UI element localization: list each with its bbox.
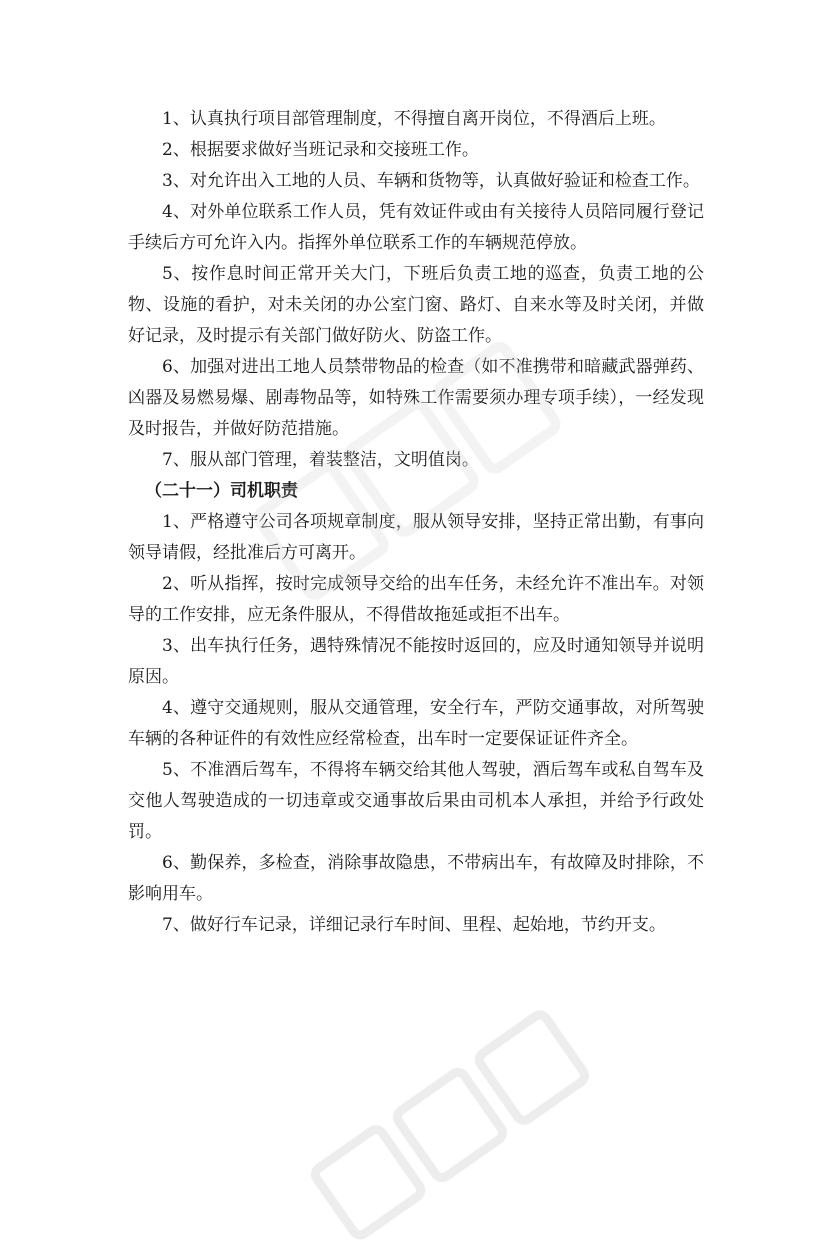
document-body (128, 104, 704, 941)
duty-item: 6、加强对进出工地人员禁带物品的检查（如不准携带和暗藏武器弹药、凶器及易燃易爆、剧毒物品等，如特殊工作需要须办理专项手续），一经发现及时报告，并做好防范措施。 (128, 357, 704, 439)
driver-duty-item: 1、严格遵守公司各项规章制度，服从领导安排，坚持正常出勤，有事向领导请假，经批准后方可离开。 (128, 512, 704, 563)
section-heading: （二十一）司机职责 (145, 481, 298, 501)
duty-item: 5、按作息时间正常开关大门，下班后负责工地的巡查，负责工地的公物、设施的看护，对未关闭的办公室门窗、路灯、自来水等及时关闭，并做好记录，及时提示有关部门做好防火、防盗工作。 (128, 264, 704, 346)
driver-duty-item: 6、勤保养，多检查，消除事故隐患，不带病出车，有故障及时排除，不影响用车。 (128, 853, 704, 904)
duty-item: 4、对外单位联系工作人员，凭有效证件或由有关接待人员陪同履行登记手续后方可允许入内。指挥外单位联系工作的车辆规范停放。 (128, 202, 704, 253)
driver-duty-item: 4、遵守交通规则，服从交通管理，安全行车，严防交通事故，对所驾驶车辆的各种证件的有效性应经常检查，出车时一定要保证证件齐全。 (128, 698, 704, 749)
driver-duty-item: 7、做好行车记录，详细记录行车时间、里程、起始地，节约开支。 (162, 915, 666, 935)
duty-item: 1、认真执行项目部管理制度，不得擅自离开岗位，不得酒后上班。 (162, 109, 666, 129)
watermark-bottom (296, 994, 605, 1256)
duty-item: 7、服从部门管理，着装整洁，文明值岗。 (162, 450, 479, 470)
driver-duty-item: 3、出车执行任务，遇特殊情况不能按时返回的，应及时通知领导并说明原因。 (128, 636, 704, 687)
duty-item: 3、对允许出入工地的人员、车辆和货物等，认真做好验证和检查工作。 (162, 171, 700, 191)
driver-duty-item: 2、听从指挥，按时完成领导交给的出车任务，未经允许不准出车。对领导的工作安排，应无条件服从，不得借故拖延或拒不出车。 (128, 574, 704, 625)
driver-duty-item: 5、不准酒后驾车，不得将车辆交给其他人驾驶，酒后驾车或私自驾车及交他人驾驶造成的一切违章或交通事故后果由司机本人承担，并给予行政处罚。 (128, 760, 704, 842)
duty-item: 2、根据要求做好当班记录和交接班工作。 (162, 140, 479, 160)
